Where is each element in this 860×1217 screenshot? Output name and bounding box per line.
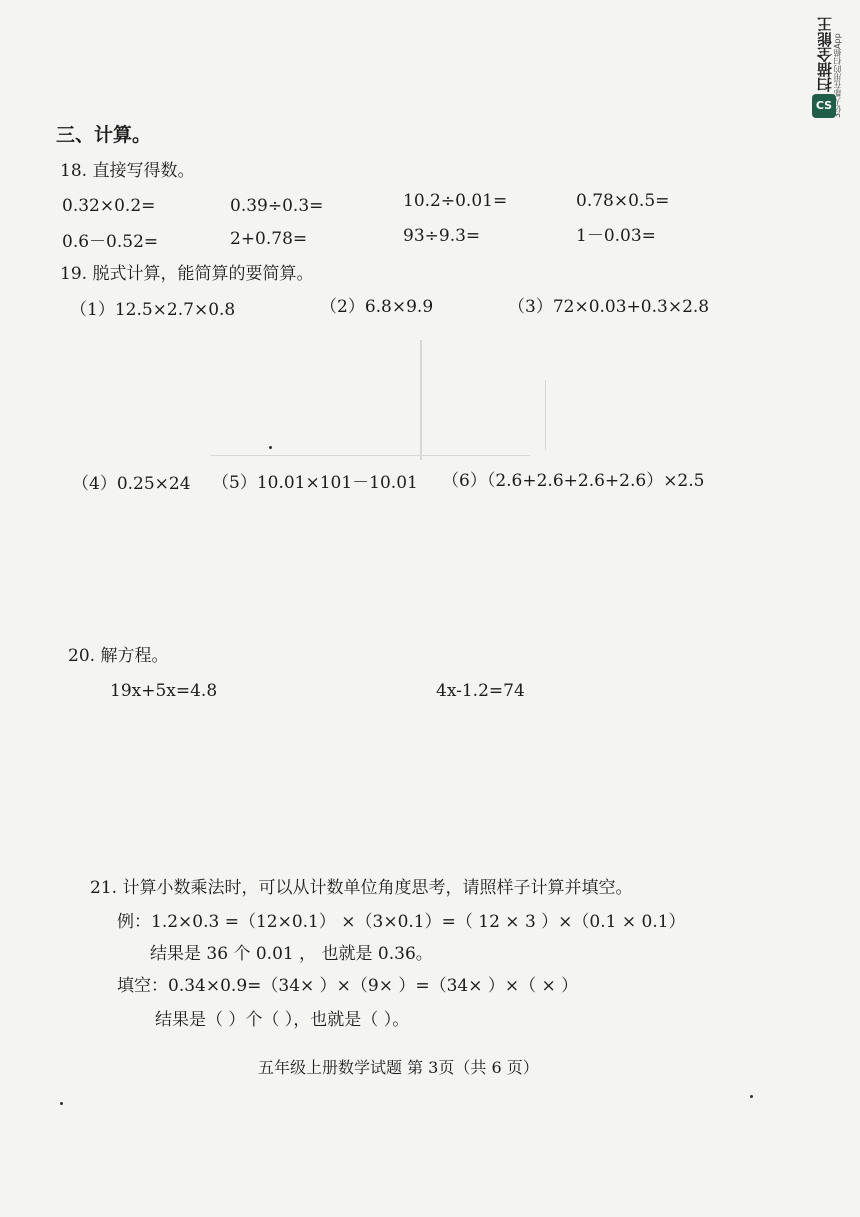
cs-badge-icon: CS: [812, 94, 836, 118]
scanner-brand: 扫描全能王: [816, 17, 834, 92]
stray-mark: [750, 1095, 753, 1098]
q18-item: 93÷9.3=: [403, 226, 481, 246]
q21-fill-result: 结果是（ ）个（ ），也就是（ ）。: [155, 1010, 410, 1030]
q20-label: 20. 解方程。: [68, 646, 169, 666]
q19-item: （3）72×0.03+0.3×2.8: [508, 297, 710, 317]
q19-item: （4）0.25×24: [72, 474, 191, 494]
q20-equation: 4x-1.2=74: [436, 681, 525, 701]
stray-mark: [269, 446, 272, 449]
q20-equation: 19x+5x=4.8: [110, 681, 218, 701]
q18-item: 10.2÷0.01=: [403, 191, 508, 211]
q18-item: 1－0.03=: [576, 226, 656, 246]
q18-item: 2+0.78=: [230, 229, 308, 249]
q21-example: 例：1.2×0.3 =（12×0.1） ×（3×0.1）=（ 12 × 3 ）×（0.1 × 0.1）: [117, 912, 686, 932]
q18-item: 0.32×0.2=: [62, 196, 156, 216]
bleed-through-line: [420, 340, 422, 460]
q21-example-result: 结果是 36 个 0.01 ， 也就是 0.36。: [150, 944, 433, 964]
q19-item: （2）6.8×9.9: [320, 297, 434, 317]
scanner-tagline: 3亿人都在用的扫描App: [833, 33, 842, 118]
bleed-through-line: [210, 455, 530, 456]
stray-mark: [60, 1102, 63, 1105]
q18-item: 0.6－0.52=: [62, 232, 159, 252]
q19-item: （1）12.5×2.7×0.8: [70, 300, 236, 320]
section-title: 三、计算。: [56, 124, 152, 146]
page-footer: 五年级上册数学试题 第 3页（共 6 页）: [258, 1058, 539, 1077]
q21-label: 21. 计算小数乘法时，可以从计数单位角度思考，请照样子计算并填空。: [90, 878, 633, 898]
q19-label: 19. 脱式计算，能简算的要简算。: [60, 264, 314, 284]
q18-label: 18. 直接写得数。: [60, 161, 195, 181]
q18-item: 0.39÷0.3=: [230, 196, 324, 216]
q19-item: （5）10.01×101－10.01: [212, 473, 418, 493]
bleed-through-line: [545, 380, 546, 450]
q18-item: 0.78×0.5=: [576, 191, 670, 211]
q19-item: （6）（2.6+2.6+2.6+2.6）×2.5: [442, 471, 705, 491]
q21-fill: 填空：0.34×0.9=（34× ）×（9× ）=（34× ）×（ × ）: [117, 976, 579, 996]
